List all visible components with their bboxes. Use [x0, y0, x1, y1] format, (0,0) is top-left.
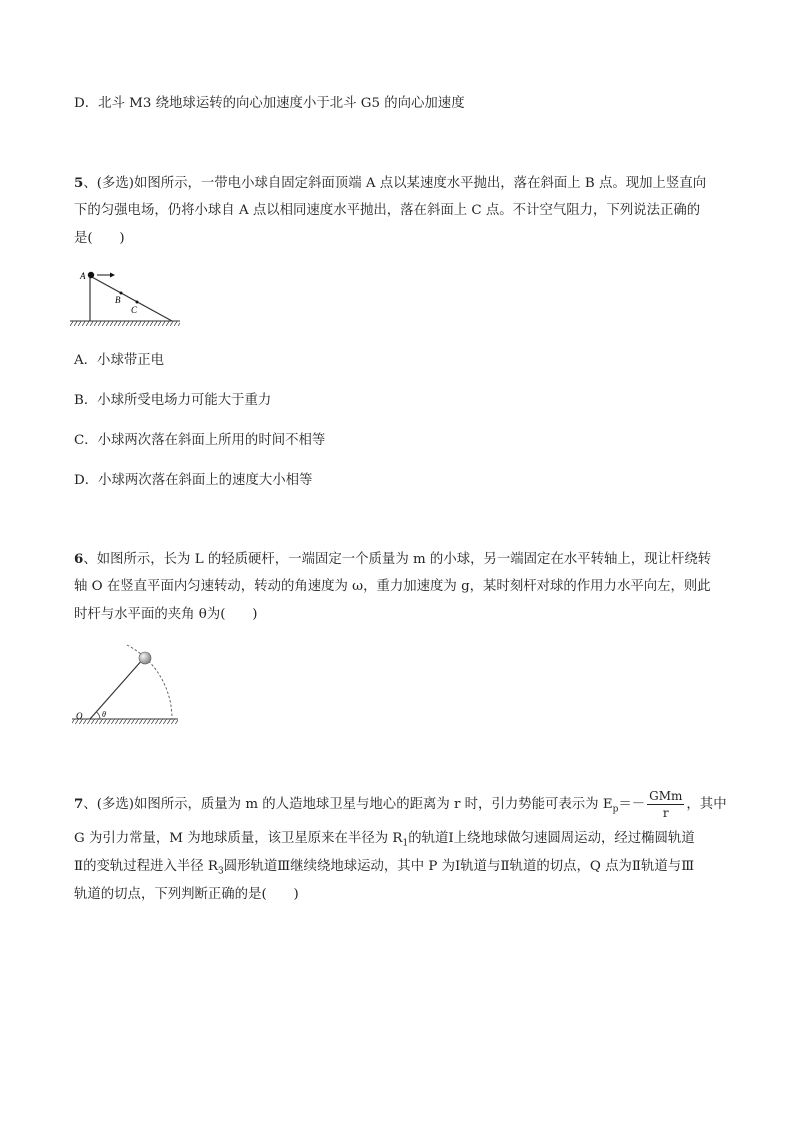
q5-number: 5	[74, 175, 84, 191]
q7-line2-pre: G 为引力常量，M 为地球质量，该卫星原来在半径为 R	[74, 831, 403, 846]
ground-hatch	[70, 321, 180, 326]
q5-figure-incline	[70, 266, 182, 328]
q7-fraction-denominator: r	[662, 806, 669, 820]
q7-number: 7	[74, 796, 84, 812]
q5-line1-text: 、(多选)如图所示，一带电小球自固定斜面顶端 A 点以某速度水平抛出，落在斜面上 B 点。现加上竖直向	[83, 176, 707, 191]
q6-number: 6	[74, 551, 84, 567]
q7-stem-line4: 轨道的切点，下列判断正确的是( )	[74, 887, 299, 902]
q5-option-b: B．小球所受电场力可能大于重力	[74, 393, 272, 408]
ground-hatch	[72, 719, 178, 724]
ball	[139, 652, 151, 664]
q7-ep-subscript: p	[612, 804, 619, 815]
q5-stem-line1	[74, 174, 706, 193]
point-a-label: A	[80, 271, 86, 281]
q5-option-a: A．小球带正电	[74, 353, 165, 368]
light-rod	[90, 659, 143, 719]
q5-stem-line3: 是( )	[74, 231, 125, 246]
q7-line2-post: 的轨道Ⅰ上绕地球做匀速圆周运动，经过椭圆轨道	[408, 831, 695, 846]
q7-stem-line1	[74, 786, 727, 828]
q7-energy-fraction	[647, 788, 684, 821]
q6-stem-line1	[74, 550, 711, 569]
point-c-label: C	[131, 305, 138, 315]
point-b-label: B	[115, 295, 121, 305]
q7-equals-minus: ＝－	[618, 797, 646, 812]
q7-fraction-numerator: GMm	[649, 789, 683, 803]
point-c	[136, 301, 139, 304]
q5-option-d: D．小球两次落在斜面上的速度大小相等	[74, 473, 313, 488]
velocity-arrowhead	[110, 273, 115, 278]
q7-line1-post: ，其中	[686, 797, 727, 812]
theta-label: θ	[102, 710, 106, 719]
q4-option-d: D．北斗 M3 绕地球运转的向心加速度小于北斗 G5 的向心加速度	[74, 96, 465, 111]
q7-line1-pre: 、(多选)如图所示，质量为 m 的人造地球卫星与地心的距离为 r 时，引力势能可表示为 E	[83, 797, 613, 812]
q6-stem-line3: 时杆与水平面的夹角 θ为( )	[74, 607, 258, 622]
q7-stem-line2	[74, 830, 695, 853]
q7-r3-subscript: 3	[217, 866, 224, 877]
q7-r1-subscript: 1	[402, 838, 409, 849]
q6-figure-rod	[70, 642, 182, 726]
q5-option-c: C．小球两次落在斜面上所用的时间不相等	[74, 433, 326, 448]
q7-line3-pre: Ⅱ的变轨过程进入半径 R	[74, 859, 218, 874]
ball	[88, 272, 94, 278]
pivot-o-label: O	[76, 711, 83, 721]
angle-arc	[97, 712, 100, 719]
q6-stem-line2: 轴 O 在竖直平面内匀速转动，转动的角速度为 ω，重力加速度为 g，某时刻杆对球的作用力水平向左，则此	[74, 579, 711, 594]
q7-stem-line3	[74, 858, 694, 881]
q6-line1-text: 、如图所示，长为 L 的轻质硬杆，一端固定一个质量为 m 的小球，另一端固定在水平转轴上，现让杆绕转	[83, 552, 712, 567]
q7-line3-post: 圆形轨道Ⅲ继续绕地球运动，其中 P 为Ⅰ轨道与Ⅱ轨道的切点，Q 点为Ⅱ轨道与Ⅲ	[223, 859, 695, 874]
q5-stem-line2: 下的匀强电场，仍将小球自 A 点以相同速度水平抛出，落在斜面上 C 点。不计空气阻力，下列说法正确的	[74, 203, 701, 218]
